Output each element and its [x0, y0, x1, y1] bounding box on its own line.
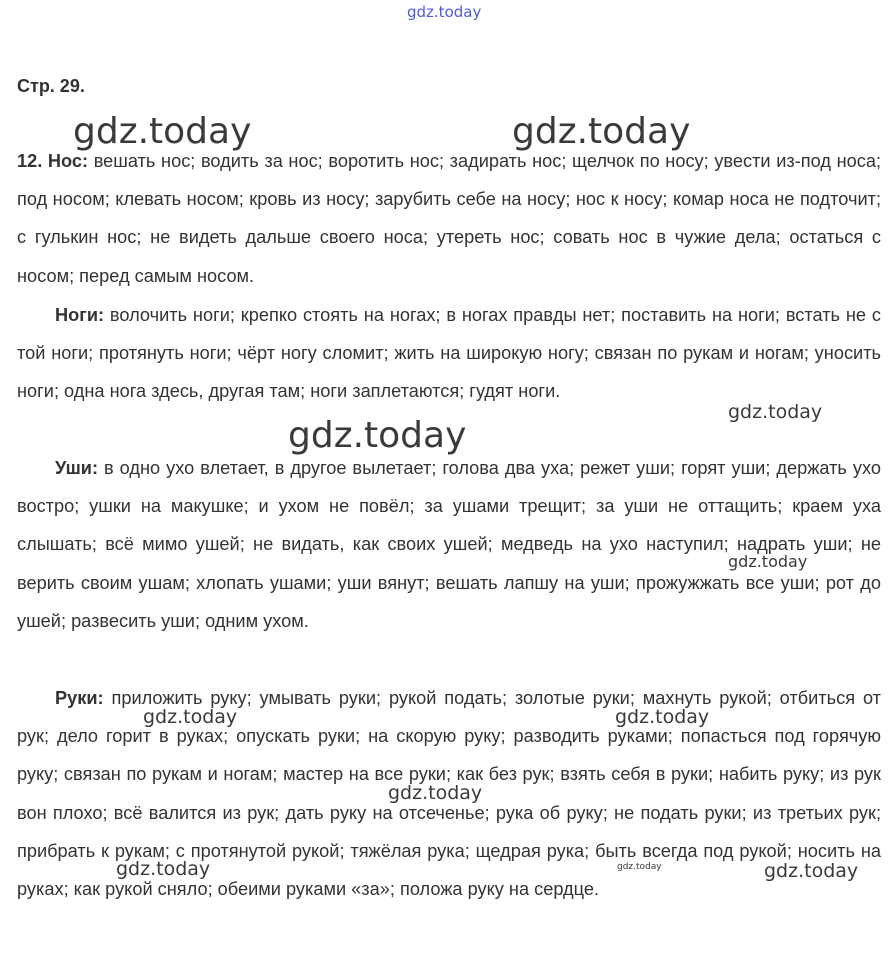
section-legs [17, 296, 881, 411]
watermark: gdz.today [764, 860, 859, 882]
watermark: gdz.today [615, 706, 710, 728]
section-label: Уши: [55, 458, 99, 478]
watermark: gdz.today [143, 706, 238, 728]
watermark: gdz.today [728, 401, 823, 423]
page-title: Стр. 29. [17, 76, 85, 96]
watermark-top: gdz.today [407, 3, 482, 21]
watermark: gdz.today [288, 415, 467, 456]
watermark: gdz.today [728, 552, 808, 571]
section-text: приложить руку; умывать руки; рукой подать; золотые руки; махнуть рукой; отбиться от рук; дело горит в руках; опускать руки; на скорую руку; разводить руками; попасться под горячую руку; связан по рукам и ногам; мастер на все руки; как без рук; взять себя в руки; набить руку; из рук вон плохо; всё валится из рук; дать руку на отсеченье; рука об руку; не подать руки; из третьих рук; прибрать к рукам; с протянутой рукой; тяжёлая рука; щедрая рука; быть всегда под рукой; носить на руках; как рукой сняло; обеими руками «за»; положа руку на сердце. [17, 688, 881, 900]
section-text: волочить ноги; крепко стоять на ногах; в ногах правды нет; поставить на ноги; встать не с той ноги; протянуть ноги; чёрт ногу сломит; жить на широкую ногу; связан по рукам и ногам; уносить ноги; одна нога здесь, другая там; ноги заплетаются; гудят ноги. [17, 305, 881, 402]
watermark: gdz.today [388, 782, 483, 804]
section-text: вешать нос; водить за нос; воротить нос; задирать нос; щелчок по носу; увести из-под носа; под носом; клевать носом; кровь из носу; зарубить себе на носу; нос к носу; комар носа не подточит; с гулькин нос; не видеть дальше своего носа; утереть нос; совать нос в чужие дела; остаться с носом; перед самым носом. [17, 151, 881, 286]
section-label: Ноги: [55, 305, 105, 325]
watermark: gdz.today [512, 111, 691, 152]
watermark: gdz.today [73, 111, 252, 152]
section-nose [17, 142, 881, 295]
watermark: gdz.today [116, 858, 211, 880]
section-label: 12. Нос: [17, 151, 89, 171]
section-text: в одно ухо влетает, в другое вылетает; голова два уха; режет уши; горят уши; держать ухо востро; ушки на макушке; и ухом не повёл; за ушами трещит; за уши не оттащить; краем уха слышать; всё мимо ушей; не видать, как своих ушей; медведь на ухо наступил; надрать уши; не верить своим ушам; хлопать ушами; уши вянут; вешать лапшу на уши; прожужжать все уши; рот до ушей; развесить уши; одним ухом. [17, 458, 881, 631]
watermark: gdz.today [617, 862, 662, 872]
section-label: Руки: [55, 688, 104, 708]
section-ears [17, 449, 881, 640]
